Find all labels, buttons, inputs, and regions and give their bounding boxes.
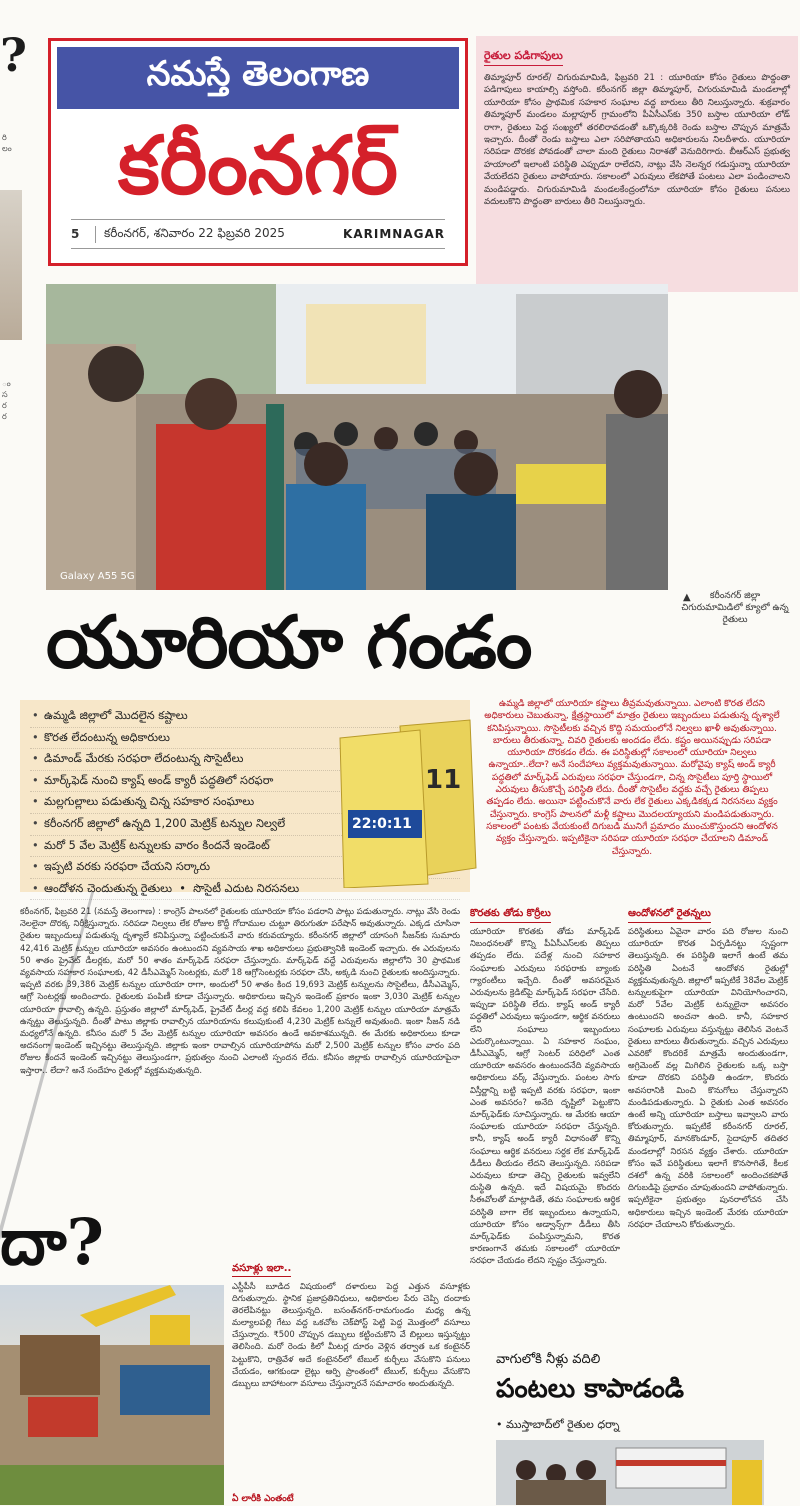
bullet-item: • కొరత లేదంటున్న అధికారులు — [30, 728, 460, 750]
masthead — [48, 38, 468, 266]
photo-illustration — [46, 284, 668, 590]
bullet-item: • కరీంనగర్ జిల్లాలో ఉన్నది 1,200 మెట్రిక్ టన్నుల నిల్వలే — [30, 814, 460, 836]
photo-illustration — [0, 1285, 224, 1505]
subheading-lorry: ఏ లారీకి ఎంతంటే — [232, 1494, 294, 1504]
vagu-bullet: • ముస్తాబాద్‌లో రైతుల ధర్నా — [496, 1418, 620, 1431]
adjacent-text-fragment: రి లం — [2, 133, 12, 153]
bullet-item: • మార్క్‌ఫెడ్ నుంచి క్యాష్ అండ్ క్యారీ పద్ధతిలో సరఫరా — [30, 771, 460, 793]
dharna-photo — [496, 1440, 764, 1505]
vagu-kicker: వాగులోకి నీళ్లు వదిలి — [496, 1352, 601, 1367]
vagu-headline: పంటలు కాపాడండి — [496, 1374, 685, 1404]
subheading-vasulu: వసూళ్లు ఇలా.. — [232, 1262, 291, 1277]
article-column-1: కరీంనగర్, ఫిబ్రవరి 21 (నమస్తే తెలంగాణ) : కాంగ్రెస్ పాలనలో రైతులకు యూరియా కోసం పడరాని పాట్లు పడుతున్నారు. నాట్లు వేసి రెండు నెలలైనా దొరక్క నిరీక్షిస్తున్నారు. సరిపడా నిల్వలు లేక రోజుల కొద్దీ గోదాముల చుట్టూ తిరుగుతూ పరేషాన్ అవుతున్నారు. ఎక్కడ చూసినా రైతుల ఇబ్బందులు పడుతున్న దృశ్యాలే కనిపిస్తున్నా పట్టించుకునే వారు కరువయ్యారు. కరీంనగర్ జిల్లాలో యాసంగి సీజన్‌కు సుమారు 42,416 మెట్రిక్ టన్నుల యూరియా అవసరం ఉంటుందని వ్యవసాయ శాఖ అధికారులు ప్రభుత్వానికి ఇండెంట్ ఇచ్చారు. ఈ ఎరువులను 50 శాతం ప్రైవేట్ డీలర్లకు, మరో 50 శాతం మార్క్‌ఫెడ్ సరఫరా చేస్తున్నారు. మార్క్‌ఫెడ్ వద్దే ఎరువులను జిల్లాలోని 30 ప్రాథమిక వ్యవసాయ సహకార సంఘాలకు, 42 డీసీఎమ్మెస్ సెంటర్లకు, మరో 18 ఆగ్రోసెంటర్లకు సరఫరా చేసి, అక్కడి నుంచి రైతులకు అందిస్తున్నారు. ఇప్పటి వరకు 39,386 మెట్రిక్ టన్నుల యూరియా రాగా, అందులో 50 శాతం కింద 19,693 మెట్రిక్ టన్నులను సొసైటీలు, డీసీఎమ్మెస్, ఆగ్రో సెంటర్లకు అందించారు. రైతులకు పంపిణీ కూడా చేస్తున్నారు. అధికారులు ఇచ్చిన ఇండెంట్ ప్రకారం ఇంకా 3,030 మెట్రిక్ టన్నుల యూరియా రావాల్సి ఉన్నది. ప్రస్తుతం జిల్లాలో మార్క్‌ఫెడ్, ప్రైవేట్ డీలర్ల వద్ద కలిపి కేవలం 1,200 మెట్రిక్ టన్నుల యూరియా మాత్రమే ఉన్నట్టు తెలుస్తున్నది. దీంతో పాటు జిల్లాకు రావాల్సిన యూరియాను కలుపుకుంటే 4,230 మెట్రిక్ టన్నులే అవుతుంది. ఇంకా సీజన్ నడి మధ్యలోనే ఉన్నది. కనీసం మరో 5 వేల మెట్రిక్ టన్నుల యూరియా అవసరం ఉండే అవకాశమున్నది. ఈ మేరకు అధికారులు కూడా అదనంగా ఇండెంట్ ఇచ్చినట్టు తెలుస్తున్నది. జిల్లాకు ఇంకా రావాల్సిన యూరియాపోను మరో 2,500 మెట్రిక్ టన్నుల కోసం వారం పది రోజుల కిందనే ఇండెంట్ ఇచ్చినట్టు తెలుస్తుండగా, ప్రభుత్వం నుంచి ఎలాంటి స్పందన లేదు. కనీసం జిల్లాకు రావాల్సిన యూరియాపైనా ఇస్తారా.. లేదా? అనే సందేహం రైతుల్లో వ్యక్తమవుతున్నది. — [20, 906, 460, 1075]
page-number: 5 — [71, 227, 80, 241]
edition-city: కరీంనగర్ — [118, 118, 398, 212]
bullet-item: • మల్లగుల్లాలు పడుతున్న చిన్న సహకార సంఘాలు — [30, 792, 460, 814]
subheading-aandolana: ఆందోళనలో రైతన్నలు — [628, 907, 711, 923]
ash-lorry-photo — [0, 1285, 224, 1505]
bullet-item: • ఇప్పటి వరకు సరఫరా చేయని సర్కారు — [30, 857, 460, 879]
side-story-title: రైతుల పడిగాపులు — [484, 49, 563, 66]
adjacent-headline-fragment: దా? — [0, 1205, 105, 1280]
bullet-item: • డిమాండ్ మేరకు సరఫరా లేదంటున్న సొసైటీలు — [30, 749, 460, 771]
sack-back-label: 11 — [425, 765, 462, 795]
adjacent-text-fragment: ం స ర ర — [2, 379, 11, 421]
adjacent-headline-fragment: ? — [0, 28, 27, 82]
paper-name: నమస్తే తెలంగాణ — [146, 54, 370, 94]
photo-illustration — [496, 1440, 764, 1505]
vagu-story — [486, 1352, 786, 1505]
article-column-3: పరిస్థితులు ఏవైనా వారం పది రోజుల నుంచి యూరియా కొరత ఏర్పడినట్టు స్పష్టంగా తెలుస్తున్నది. ఈ పరిస్థితి ఇలాగే ఉంటే తమ పరిస్థితి ఏంటనే ఆందోళన రైతుల్లో వ్యక్తమవుతున్నది. జిల్లాలో ఇప్పటికే 38వేల మెట్రిక్ టన్నులకుపైగా యూరియా వినియోగించారని, మరో 5వేల మెట్రిక్ టన్నులైనా అవసరం ఉంటుందని అంచనా ఉంది. కానీ, సహకార సంఘాలకు ఎరువులు వస్తున్నట్టు తెలిసిన వెంటనే రైతులు బారులు తీరుతున్నారు. వచ్చిన ఎరువులు ఎవరికో కొందరికే మాత్రమే అందుతుండగా, అగ్రిమెంట్ వల్ల మిగిలిన రైతులకు ఒక్క బస్తా కూడా దొరకని పరిస్థితి ఉండగా, కొందరు అవసరానికి మించి కొనుగోలు చేస్తున్నారని మండిపడుతున్నారు. ఏ రైతుకు ఎంత అవసరం ఉంటే అన్ని యూరియా బస్తాలు ఇవ్వాలని వారు కోరుతున్నారు. ఇప్పటికే కరీంనగర్ రూరల్, తిమ్మాపూర్, మానకొండూర్, సైదాపూర్ తదితర మండలాల్లో నిరసన వ్యక్తం చేశారు. యూరియా కోసం ఇవే పరిస్థితులు ఇలాగే కొనసాగితే, కీలక దశలో ఉన్న వరికి సకాలంలో అందించకపోతే దిగుబడిపై ప్రభావం చూపుతుందని వాపోతున్నారు. ఇప్పటికైనా ప్రభుత్వం పునరాలోచన చేసి అధికారులు ఇచ్చిన ఇండెంట్ మేరకు యూరియా సరఫరా చేయాలని కోరుతున్నారు. — [628, 926, 788, 1229]
masthead-band — [57, 47, 459, 109]
side-story-body: తిమ్మాపూర్ రూరల్/ చిగురుమామిడి, ఫిబ్రవరి 21 : యూరియా కోసం రైతులు పొద్దంతా పడిగాపులు కాయాల్సి వస్తోంది. కరీంనగర్ జిల్లా తిమ్మాపూర్, చిగురుమామిడి మండలాల్లో యూరియా కోసం ప్రాథమిక సహకార సంఘాల వద్ద బారులు తీరి నిలుస్తున్నారు. శుక్రవారం తిమ్మాపూర్ మండలం మల్లాపూర్ గ్రామంలోని పీఏసీఎస్‌కు 350 బస్తాల యూరియా లోడ్ రాగా, రైతులు పెద్ద సంఖ్యలో తరలిరావడంతో ఒక్కొక్కరికి రెండు బస్తాల చొప్పున మాత్రమే ఇచ్చారు. దీంతో రెండు బస్తాలు ఎలా సరిపోతాయని అధికారులను నిలదీశారు. యూరియా సరిపడా దొరకక పోవడంతో చాలా మంది రైతులు నిరాశతో వెనుదిరిగారు. బీఆర్ఎస్ ప్రభుత్వ హయాంలో ఇలాంటి పరిస్థితి ఎప్పుడూ రాలేదని, నాట్లు వేసి నెలన్నర గడుస్తున్నా యూరియా వేయలేదని రైతులు వాపోయారు. సకాలంలో ఎరువులు లేకపోతే పంటలు ఎలా పండించాలని మండిపడ్డారు. చిగురుమామిడి మండలకేంద్రంలోనూ యూరియా కోసం రైతులు పనులు వదులుకొని పొద్దంతా బారులు తీరి నిలుస్తున్నారు. — [484, 73, 790, 208]
photo-caption: కరీంనగర్ జిల్లా చిగురుమామిడిలో క్యూలో ఉన్న రైతులు — [681, 591, 789, 625]
caption-arrow-icon: ▲ — [683, 592, 691, 603]
article-column-2: యూరియా కొరతకు తోడు మార్క్‌ఫెడ్ నిబంధనలతో కొన్ని పీఏసీఎస్‌లకు తిప్పలు తప్పడం లేదు. పదేళ్ల నుంచి సహకార సంఘాలకు ఎరువులు సరఫరాకు బ్యాంకు గ్యారంటీలు ఇచ్చేది. దీంతో అవసరమైన ఎరువులను క్రెడిట్‌పై మార్క్‌ఫెడ్ సరఫరా చేసేది. ఇప్పుడా పరిస్థితి లేదు. క్యాష్ అండ్ క్యారీ పద్ధతిలో ఎరువులు ఇస్తుండగా, ఆర్థిక వనరులు లేని సంఘాలు ఇబ్బందులు ఎదుర్కొంటున్నాయి. ఏ సహకార సంఘం, డీసీఎమ్మెస్, ఆగ్రో సెంటర్ పరిధిలో ఎంత యూరియా అవసరం ఉంటుందనేది వ్యవసాయ అధికారులు వర్క్ వేస్తున్నారు. పంటల సాగు విస్తీర్ణాన్ని బట్టి ఇప్పటి వరకు సరఫరా, ఇంకా ఎంత అవసరం? అనేది దృష్టిలో పెట్టుకొని మార్క్‌ఫెడ్‌కు సూచిస్తున్నారు. ఆ మేరకు ఆయా సంఘాలకు యూరియా సరఫరా చేస్తున్నది. కానీ, క్యాష్ అండ్ క్యారీ విధానంతో కొన్ని సంఘాలు ఆర్థిక వనరులు సర్దక లేక మార్క్‌ఫెడ్ డీడీలు తీయడం లేదని తెలుస్తున్నది. సరిపడా ఎరువులు కూడా తెచ్చి రైతులకు ఇవ్వలేని దుస్థితి ఉన్నది. ఇదే విషయమై కొందరు సీఈవోలతో మాట్లాడితే, తమ సంఘాలకు ఆర్థిక పరిస్థితి బాగా లేక ఇబ్బందులు ఉన్నాయని, యూరియా కోసం అడ్వాన్స్‌గా డీడీలు తీసి మార్క్‌ఫెడ్‌కు పంపిస్తున్నామని, కొరత కారణంగానే తమకు సకాలంలో యూరియా సరఫరా చేయడం లేదని స్పష్టం చేస్తున్నారు. — [470, 926, 620, 1266]
bullet-extra: సొసైటీ ఎదుట నిరసనలు — [193, 881, 300, 895]
lead-paragraph: ఉమ్మడి జిల్లాలో యూరియా కష్టాలు తీవ్రమవుతున్నాయి. ఎలాంటి కొరత లేదని అధికారులు చెబుతున్నా, క్షేత్రస్థాయిలో మాత్రం రైతులు ఇబ్బందులు పడుతున్న దృశ్యాలే కనిపిస్తున్నాయి. సొసైటీలకు వచ్చిన కొద్ది సమయంలోనే నిల్వలు ఖాళీ అవుతున్నాయి. బారులు తీరుతున్నా, చివరి రైతులకు అందడం లేదు. కష్టం అయినప్పుడు సరిపడా యూరియా దొరకడం లేదు. ఈ పరిస్థితుల్లో సకాలంలో యూరియా నిల్వలు ఉన్నాయా..లేదా? అనే సందేహాలు వ్యక్తమవుతున్నాయి. మరోవైపు క్యాష్ అండ్ క్యారీ పద్ధతిలో మార్క్‌ఫెడ్ ఎరువులు సరఫరా చేస్తుండగా, చిన్న సొసైటీలు పూర్తి స్థాయిలో ఎరువులు తీసుకొచ్చే పరిస్థితి లేదు. దీంతో సొసైటీల వద్దకు వచ్చే రైతులు తిప్పలు తప్పడం లేదు. అయినా పట్టించుకొనే వారు లేక రైతులు ఎక్కడికక్కడ నిరసనలు వ్యక్తం చేస్తున్నారు. కాంగ్రెస్ పాలనలో మళ్లీ కష్టాలు మొదలయ్యాయని మండిపడుతున్నారు. సకాలంలో పంటకు వేయకుంటే దిగుబడి మునిగే ప్రమాదం ముంచుకొస్తుందని ఆందోళన వ్యక్తం చేస్తున్నారు. ఇప్పటికైనా సరిపడా యూరియా సరఫరా చేయాలని డిమాండ్ చేస్తున్నారు. — [484, 699, 780, 857]
bullet-item-text: ఆందోళన చెందుతున్న రైతులు — [44, 881, 173, 895]
adjacent-photo-fragment — [0, 190, 22, 340]
bullet-item-last: • ఆందోళన చెందుతున్న రైతులు • సొసైటీ ఎదుట నిరసనలు — [30, 879, 460, 901]
main-headline: యూరియా గండం — [46, 599, 532, 684]
bullet-item: • మరో 5 వేల మెట్రిక్ టన్నులకు వారం కిందనే ఇండెంట్ — [30, 836, 460, 858]
sack-front-label: 22:0:11 — [352, 816, 412, 832]
vasulu-article-body: ఎస్టీపీసీ బూడిద విషయంలో దళారులు పెద్ద ఎత్తున వసూళ్లకు దిగుతున్నారు. స్థానిక ప్రజాప్రతినిధులు, అధికారుల పేరు చెప్పి దందాకు తెరలేపినట్టు తెలుస్తున్నది. బసంత్‌నగర్-రామగుండం మధ్య ఉన్న మల్యాలపల్లి గేటు వద్ద ఒకచోట చెక్‌పోస్ట్ పెట్టి పెద్ద మొత్తంలో వసూలు చేస్తున్నారు. ₹500 చొప్పున డబ్బులు కట్టించుకొని వే బిల్లులు ఇస్తున్నట్టు తెలిసింది. మరో రెండు కిలో మీటర్ల దూరం వెళ్లిన తర్వాత ఒక కంటైనర్ పెట్టుకొని, రాత్రివేళ అదే కంటైనర్‌లో టేబుల్ కుర్చీలు వేసుకొని పనులు చేయడం, ఆగకుండా లైట్లు ఆర్పి ప్రాంతంలో టేబుల్, కుర్చీలు వేసుకొని డబ్బులు బాహాటంగా వసూలు చేస్తున్నారనే సమాచారం అందుతున్నది. — [232, 1281, 470, 1388]
issue-date: కరీంనగర్, శనివారం 22 ఫిబ్రవరి 2025 — [95, 226, 343, 243]
edition-english: KARIMNAGAR — [343, 227, 445, 241]
bullet-item: • ఉమ్మడి జిల్లాలో మొదలైన కష్టాలు — [30, 706, 460, 728]
main-photo — [46, 284, 668, 590]
vagu-bullet-text: ముస్తాబాద్‌లో రైతుల ధర్నా — [506, 1418, 620, 1431]
urea-sacks-image — [330, 718, 480, 888]
subheading-korata: కొరతకు తోడు కొర్రీలు — [470, 907, 551, 923]
side-story-box — [476, 36, 798, 292]
camera-watermark: Galaxy A55 5G — [60, 571, 135, 582]
masthead-info-bar — [71, 219, 445, 249]
